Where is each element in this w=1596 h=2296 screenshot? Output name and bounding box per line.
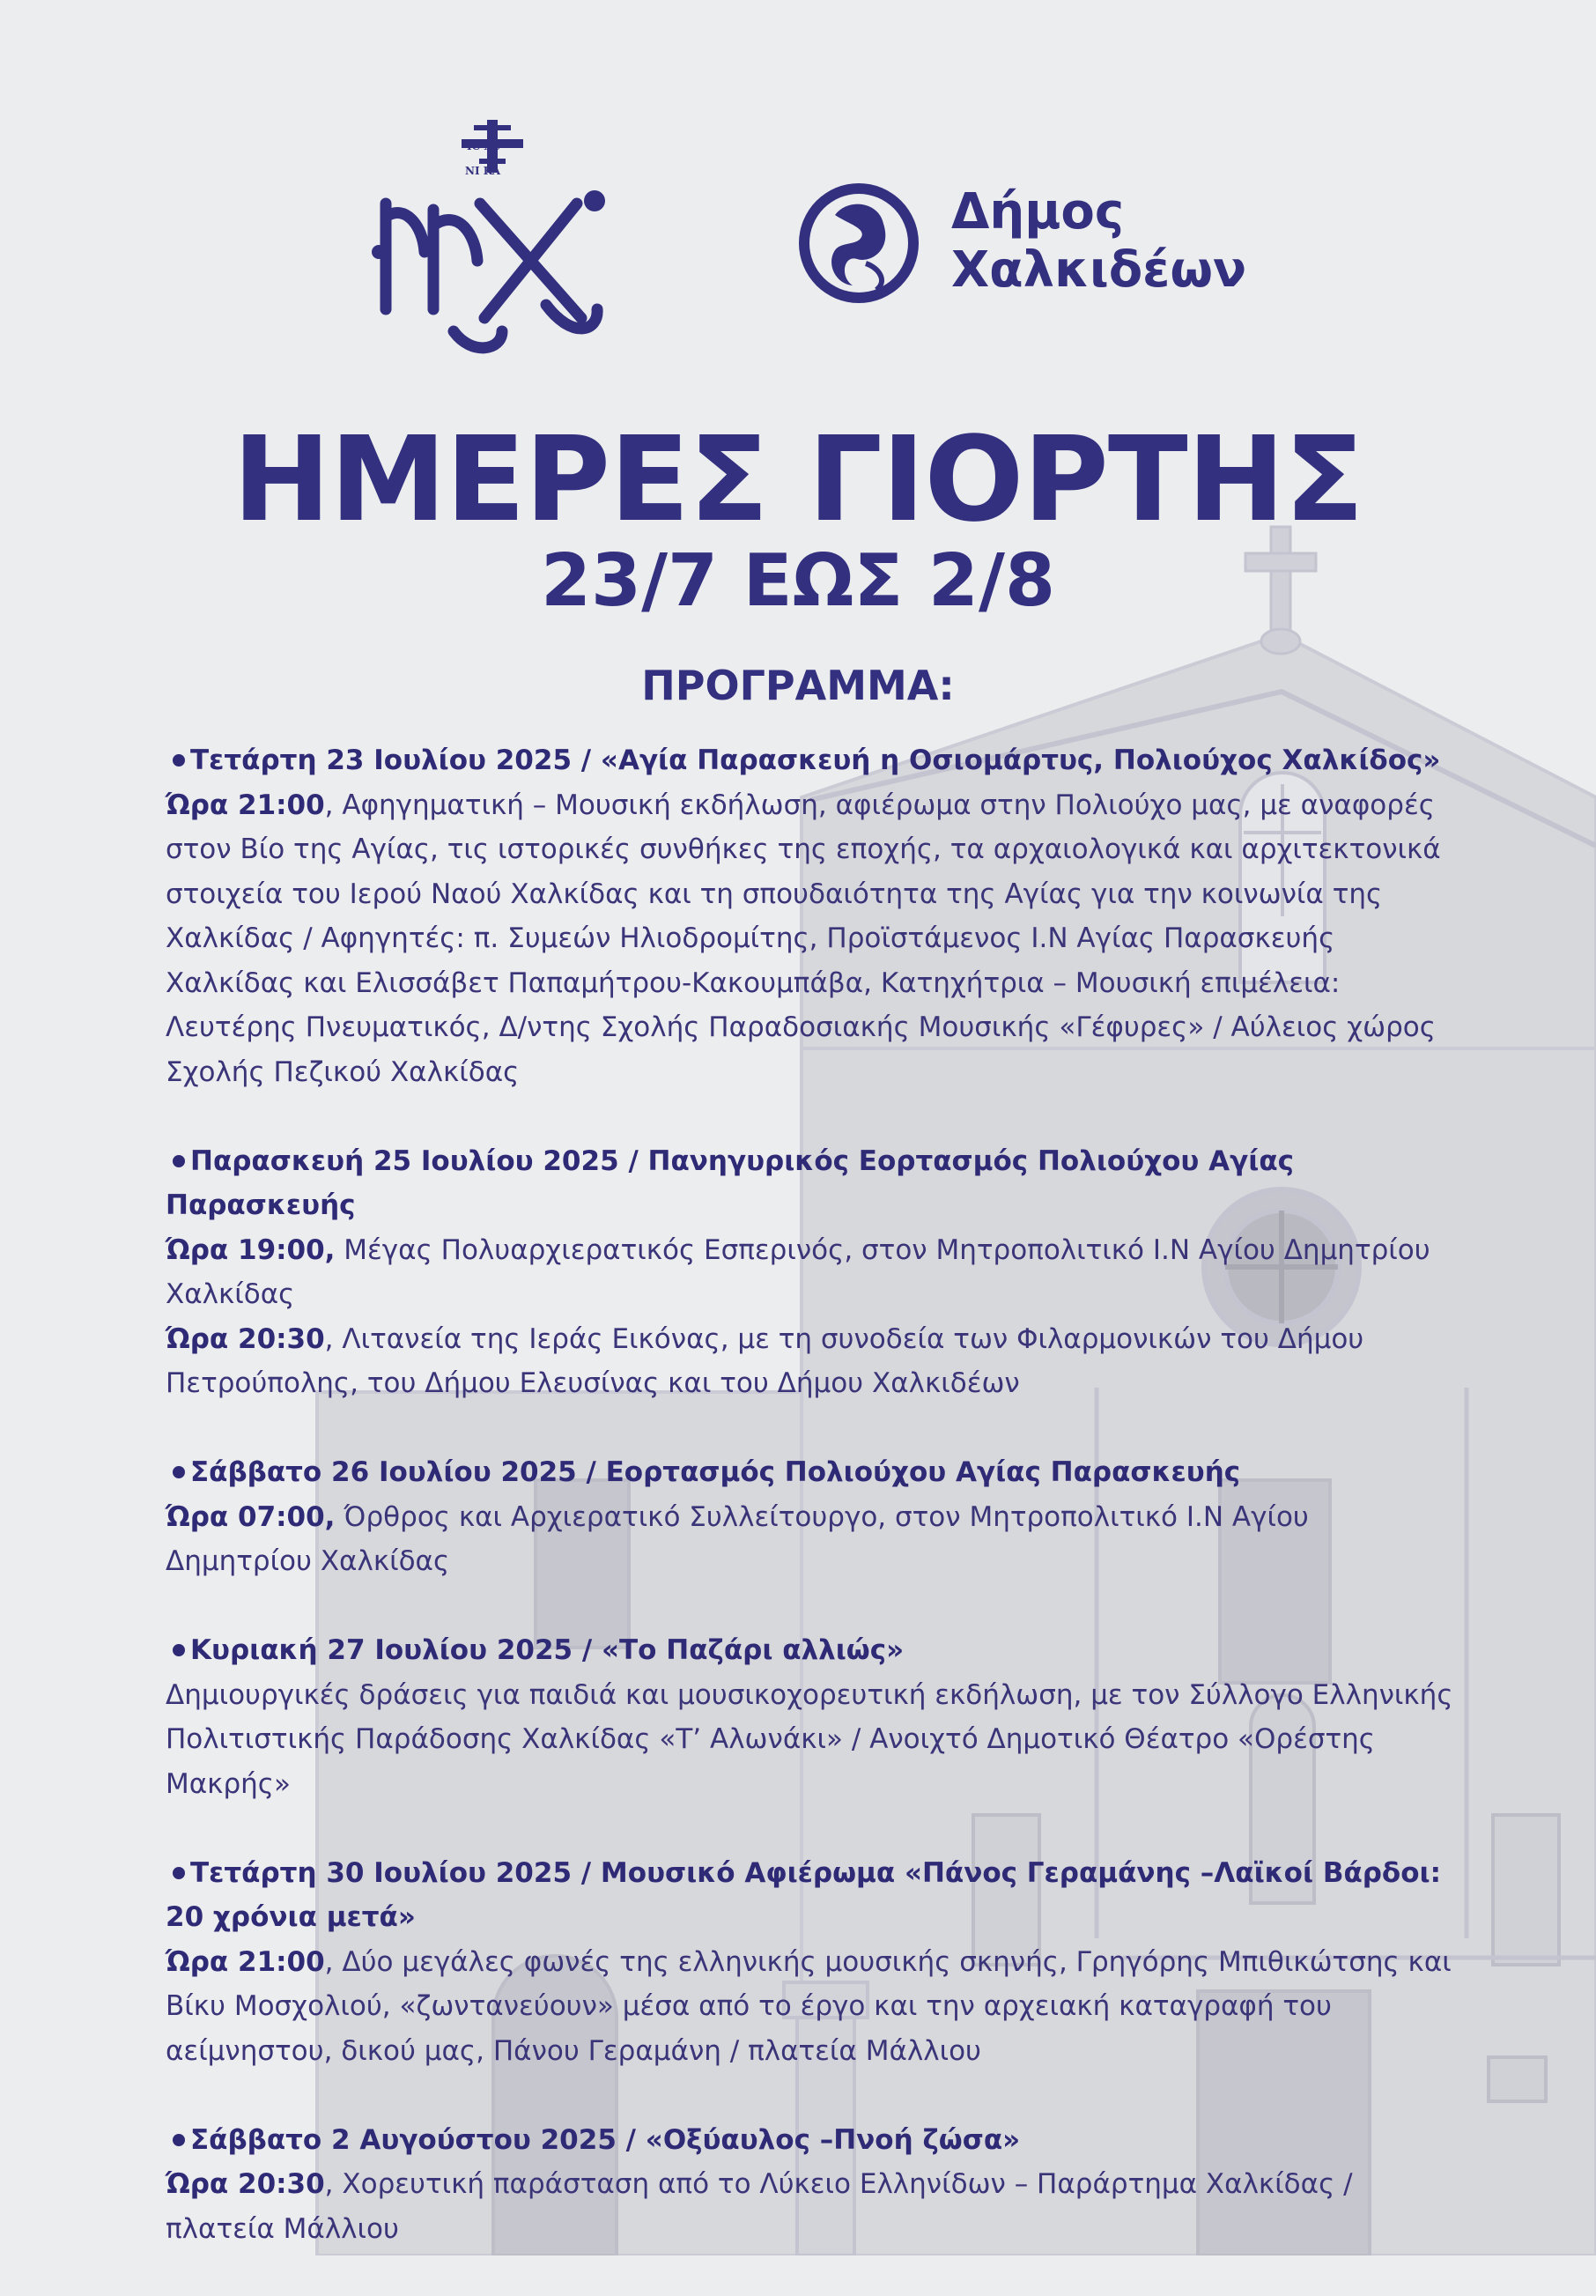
event-description: [166, 1673, 1460, 1807]
svg-text:IC XC: IC XC: [467, 140, 500, 152]
event-text: Δημιουργικές δράσεις για παιδιά και μουσικοχορευτική εκδήλωση, με τον Σύλλογο Ελληνικής Πολιτιστικής Παράδοσης Χαλκίδας «Τ’ Αλωνάκι» / Ανοιχτό Δημοτικό Θέατρο «Ορέστης Μακρής»: [166, 1678, 1453, 1800]
event-title: Τετάρτη 23 Ιουλίου 2025 / «Αγία Παρασκευή η Οσιομάρτυς, Πολιούχος Χαλκίδος»: [166, 738, 1460, 783]
program-heading: ΠΡΟΓΡΑΜΜΑ:: [641, 662, 955, 709]
event-description: [166, 1940, 1460, 2074]
event-time: Ώρα 21:00: [166, 789, 325, 821]
event-title: Τετάρτη 30 Ιουλίου 2025 / Μουσικό Αφιέρωμα «Πάνος Γεραμάνης –Λαϊκοί Βάρδοι: 20 χρόνια μετά»: [166, 1856, 1442, 1933]
municipality-name: [951, 183, 1246, 300]
bullet-icon: [173, 754, 185, 767]
event-text: , Δύο μεγάλες φωνές της ελληνικής μουσικής σκηνής, Γρηγόρης Μπιθικώτσης και Βίκυ Μοσχολιού, «ζωντανεύουν» μέσα από το έργο και την αρχειακή καταγραφή του αείμνηστου, δικού μας, Πάνου Γεραμάνη / πλατεία Μάλλιου: [166, 1945, 1452, 2067]
church-monogram-logo: [370, 120, 615, 359]
bullet-icon: [173, 1155, 185, 1167]
event-title: Κυριακή 27 Ιουλίου 2025 / «Το Παζάρι αλλιώς»: [166, 1628, 1460, 1673]
svg-text:NI KA: NI KA: [465, 165, 501, 177]
event-description: [166, 1317, 1460, 1406]
event-item: [166, 1628, 1460, 1806]
municipality-seal-logo: [795, 180, 923, 307]
event-title: Σάββατο 26 Ιουλίου 2025 / Εορτασμός Πολιούχου Αγίας Παρασκευής: [166, 1450, 1460, 1495]
event-text: Μέγας Πολυαρχιερατικός Εσπερινός, στον Μητροπολιτικό Ι.Ν Αγίου Δημητρίου Χαλκίδας: [166, 1233, 1430, 1310]
event-item: [166, 738, 1460, 1094]
event-time: Ώρα 20:30: [166, 2168, 325, 2200]
festival-dates: 23/7 ΕΩΣ 2/8: [540, 539, 1055, 623]
event-text: , Λιτανεία της Ιεράς Εικόνας, με τη συνοδεία των Φιλαρμονικών του Δήμου Πετρούπολης, του Δήμου Ελευσίνας και του Δήμου Χαλκιδέων: [166, 1322, 1364, 1399]
municipality-name-line1: Δήμος: [951, 183, 1125, 241]
event-text: , Χορευτική παράσταση από το Λύκειο Ελληνίδων – Παράρτημα Χαλκίδας / πλατεία Μάλλιου: [166, 2168, 1353, 2245]
event-title: Παρασκευή 25 Ιουλίου 2025 / Πανηγυρικός Εορτασμός Πολιούχου Αγίας Παρασκευής: [166, 1144, 1295, 1221]
municipality-name-line2: Χαλκιδέων: [951, 241, 1247, 299]
bullet-icon: [173, 1466, 185, 1478]
event-time: Ώρα 19:00,: [166, 1233, 336, 1266]
event-time: Ώρα 20:30: [166, 1322, 325, 1355]
event-description: [166, 1495, 1460, 1584]
event-item: [166, 2118, 1460, 2252]
event-time: Ώρα 21:00: [166, 1945, 325, 1978]
bullet-icon: [173, 1867, 185, 1879]
bullet-icon: [173, 1644, 185, 1656]
event-time: Ώρα 07:00,: [166, 1500, 336, 1533]
event-item: [166, 1139, 1460, 1406]
event-description: [166, 783, 1460, 1095]
event-description: [166, 1228, 1460, 1317]
event-text: , Αφηγηματική – Μουσική εκδήλωση, αφιέρωμα στην Πολιούχο μας, με αναφορές στον Βίο της Αγίας, τις ιστορικές συνθήκες της εποχής, τα αρχαιολογικά και αρχιτεκτονικά στοιχεία του Ιερού Ναού Χαλκίδας και τη σπουδαιότητα της Αγίας για την κοινωνία της Χαλκίδας / Αφηγητές: π. Συμεών Ηλιοδρομίτης, Προϊστάμενος Ι.Ν Αγίας Παρασκευής Χαλκίδας και Ελισσάβετ Παπαμήτρου-Κακουμπάβα, Κατηχήτρια – Μουσική επιμέλεια: Λευτέρης Πνευματικός, Δ/ντης Σχολής Παραδοσιακής Μουσικής «Γέφυρες» / Αύλειος χώρος Σχολής Πεζικού Χαλκίδας: [166, 789, 1441, 1088]
event-description: [166, 2162, 1460, 2251]
program-list: [166, 738, 1460, 2296]
event-title: Σάββατο 2 Αυγούστου 2025 / «Οξύαυλος –Πνοή ζώσα»: [166, 2118, 1460, 2163]
bullet-icon: [173, 2134, 185, 2146]
event-item: [166, 1450, 1460, 1584]
event-text: Όρθρος και Αρχιερατικό Συλλείτουργο, στον Μητροπολιτικό Ι.Ν Αγίου Δημητρίου Χαλκίδας: [166, 1500, 1309, 1577]
event-item: [166, 1851, 1460, 2074]
page-title: ΗΜΕΡΕΣ ΓΙΟΡΤΗΣ: [233, 412, 1363, 548]
